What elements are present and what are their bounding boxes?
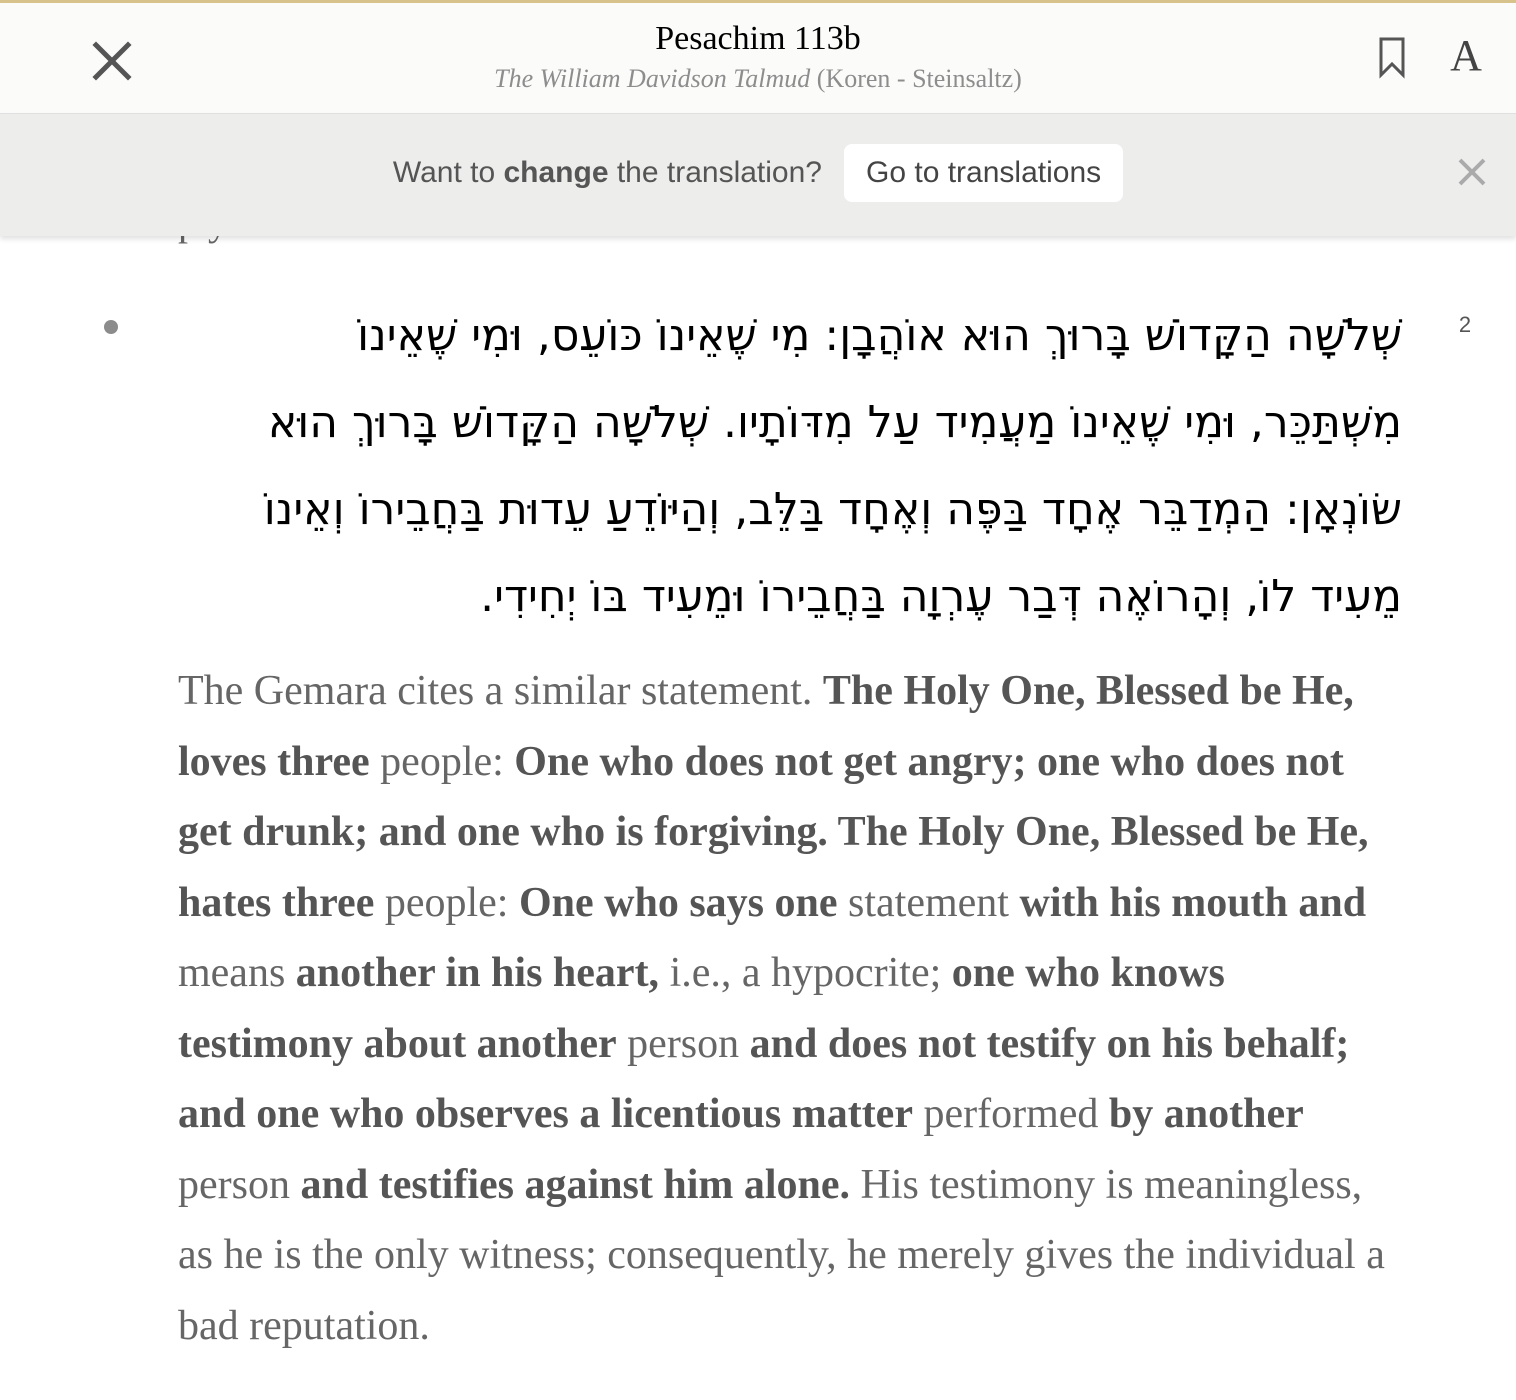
banner-text-bold: change [503, 156, 609, 189]
title-block [0, 17, 1516, 97]
english-line [178, 1079, 1408, 1150]
english-run: bad reputation. [178, 1302, 430, 1349]
english-line [178, 868, 1408, 939]
english-bold-run: One who says one [518, 879, 838, 926]
english-bold-run: loves three [178, 738, 370, 785]
english-line [178, 1291, 1408, 1362]
banner-text-after: the translation? [608, 156, 822, 189]
hebrew-line: שׂוֹנְאָן: הַמְדַבֵּר אֶחָד בַּפֶּה וְאֶחָד בַּלֵּב, וְהַיּוֹדֵעַ עֵדוּת בַּחֲבֵירוֹ וְאֵינוֹ [263, 484, 1402, 535]
subtitle-work-name: The William Davidson Talmud [494, 64, 811, 93]
english-line [178, 1009, 1408, 1080]
banner-message [393, 156, 822, 190]
english-line [178, 1220, 1408, 1291]
english-bold-run: with his mouth and [1019, 879, 1367, 926]
close-icon [1454, 154, 1490, 190]
bookmark-button[interactable] [1376, 35, 1408, 79]
english-translation[interactable] [178, 656, 1408, 1361]
hebrew-line: שְׁלֹשָׁה הַקָּדוֹשׁ בָּרוּךְ הוּא אוֹהֲבָן: מִי שֶׁאֵינוֹ כּוֹעֵס, וּמִי שֶׁאֵינוֹ [357, 310, 1402, 361]
segment-marker-dot [104, 320, 118, 334]
english-line [178, 938, 1408, 1009]
banner-close-button[interactable] [1454, 154, 1490, 190]
english-run: people: [369, 738, 515, 785]
hebrew-line: מֵעִיד לוֹ, וְהָרוֹאֶה דְּבַר עֶרְוָה בַּחֲבֵירוֹ וּמֵעִיד בּוֹ יְחִידִי. [480, 571, 1402, 622]
banner-text-before: Want to [392, 156, 504, 189]
english-run: means [178, 950, 296, 996]
english-line [178, 1150, 1408, 1221]
english-line [178, 797, 1408, 868]
english-bold-run: One who does not get angry; one who does not [514, 738, 1344, 785]
page-subtitle [0, 61, 1516, 97]
english-line [178, 656, 1408, 727]
english-bold-run: one who knows [951, 950, 1225, 996]
page-title: Pesachim 113b [655, 20, 861, 57]
translation-banner [0, 114, 1516, 236]
english-bold-run: and testifies against him alone. [300, 1161, 851, 1208]
english-bold-run: get drunk; and one who is forgiving. The Holy One, Blessed be He, [178, 809, 1369, 855]
go-to-translations-button[interactable]: Go to translations [844, 144, 1123, 202]
english-run: person [616, 1020, 750, 1067]
english-run: people: [374, 879, 519, 926]
hebrew-line: מִשְׁתַּכֵּר, וּמִי שֶׁאֵינוֹ מַעֲמִיד עַל מִדּוֹתָיו. שְׁלֹשָׁה הַקָּדוֹשׁ בָּרוּךְ הוּא [267, 397, 1402, 448]
english-line [178, 727, 1408, 798]
english-bold-run: The Holy One, Blessed be He, [822, 668, 1354, 714]
reader-header [0, 0, 1516, 114]
english-run: His testimony is meaningless, [850, 1161, 1363, 1208]
english-bold-run: hates three [178, 879, 375, 926]
banner-content [0, 144, 1516, 202]
english-bold-run: another in his heart, [295, 950, 660, 996]
english-run: statement [837, 879, 1020, 926]
english-bold-run: and does not testify on his behalf; [749, 1020, 1350, 1067]
english-bold-run: by another [1108, 1091, 1304, 1137]
font-settings-button[interactable]: A [1450, 31, 1482, 80]
english-run: as he is the only witness; consequently, he merely gives the individual a [178, 1232, 1385, 1278]
english-bold-run: testimony about another [178, 1020, 617, 1067]
subtitle-edition: (Koren - Steinsaltz) [810, 64, 1022, 93]
segment-number[interactable]: 2 [1458, 312, 1472, 337]
english-run: performed [912, 1091, 1109, 1137]
bookmark-icon [1376, 35, 1408, 79]
english-run: i.e., a hypocrite; [659, 950, 952, 996]
english-bold-run: and one who observes a licentious matter [178, 1091, 913, 1137]
hebrew-text[interactable] [230, 292, 1402, 640]
english-run: The Gemara cites a similar statement. [178, 668, 823, 714]
english-run: person [178, 1161, 301, 1208]
